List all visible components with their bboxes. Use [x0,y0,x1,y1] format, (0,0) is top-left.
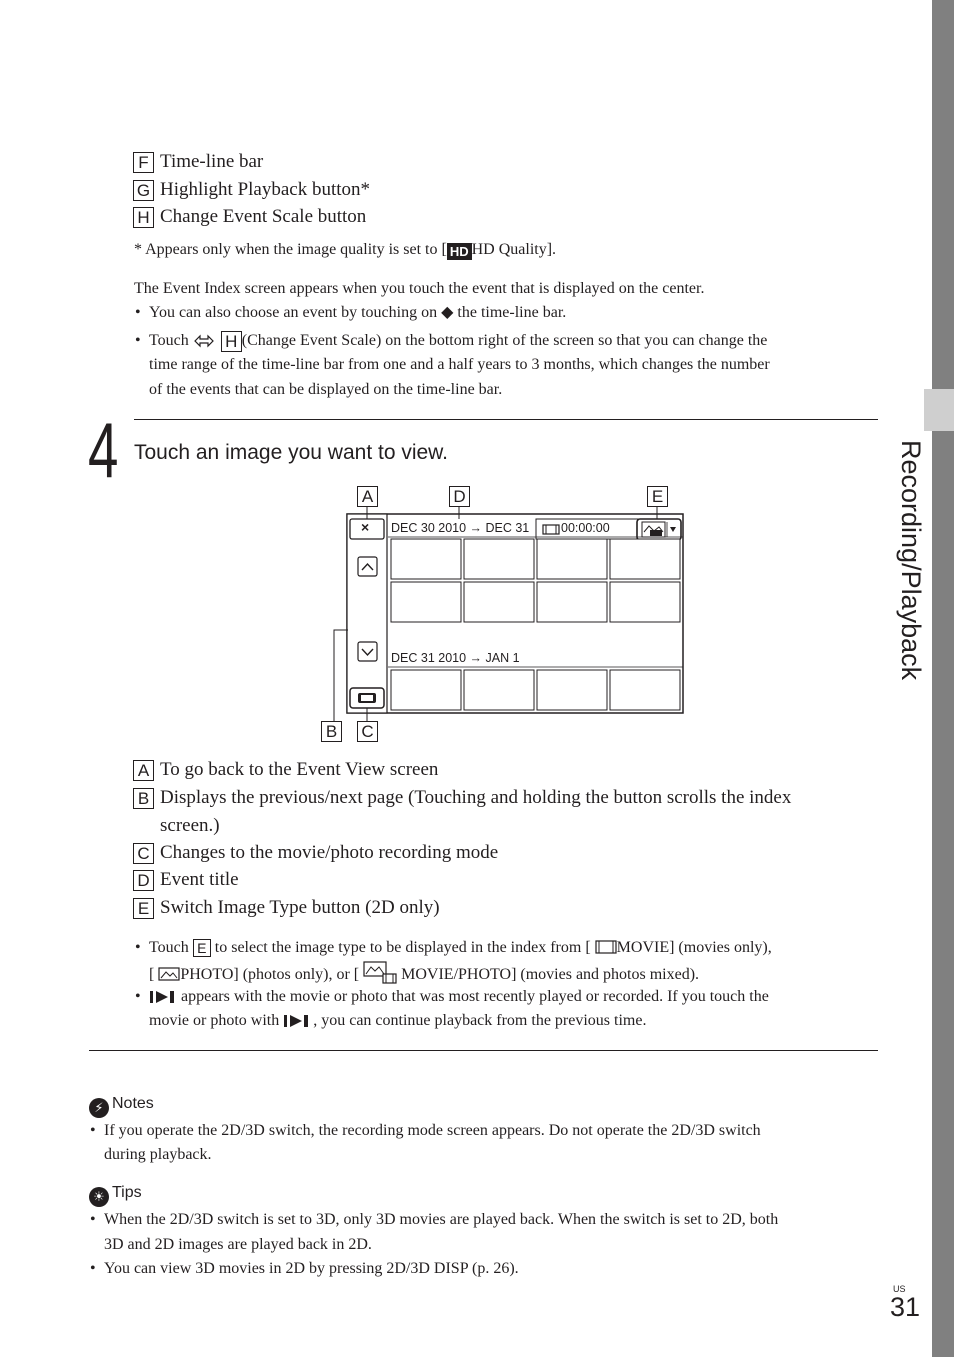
key-box: F [133,152,154,173]
bullet-text: appears with the movie or photo that was most recently played or recorded. If you touch the [177,988,769,1005]
sidebar-bar [932,0,954,1357]
bullet-text-line [149,961,699,988]
bullet-item [135,936,772,961]
divider [134,419,878,420]
page-up-icon[interactable] [358,557,377,576]
tips-title: Tips [112,1184,142,1201]
bullet-text-line: of the events that can be displayed on the time-line bar. [149,381,503,398]
bullet-dot: • [90,1122,96,1139]
key-box: E [193,939,211,957]
legend-text: Time-line bar [160,151,264,172]
key-box: G [133,180,154,201]
tip-item [90,1257,519,1282]
notes-heading [89,1095,154,1118]
divider [89,1050,878,1051]
legend-item-h [133,206,366,228]
legend-text: Switch Image Type button (2D only) [160,897,440,918]
bullet-dot: • [135,304,141,321]
hd-quality-icon: HD [447,243,472,260]
page-region: US [893,1284,906,1294]
legend-item-d [133,869,239,891]
legend-item-b [133,787,791,809]
key-box: B [133,788,154,809]
close-icon[interactable]: × [361,519,370,535]
legend-text: To go back to the Event View screen [160,759,439,780]
notes-icon: ⚡ [89,1098,109,1118]
bullet-text: You can also choose an event by touching on [149,304,442,321]
legend-item-e [133,897,440,919]
event-index-figure [320,484,700,746]
tip-item [90,1208,779,1233]
bullet-text: , you can continue playback from the previous time. [313,1012,647,1029]
resume-play-icon [283,1014,313,1028]
step-number: 4 [88,406,119,494]
page-number: 31 [890,1292,921,1322]
movie-photo-icon [363,961,397,985]
note-item [90,1119,761,1144]
legend-text: Change Event Scale button [160,206,367,227]
legend-text: Displays the previous/next page (Touching and holding the button scrolls the index [160,787,792,808]
bullet-text: MOVIE] (movies only), [616,939,772,956]
intro-text: The Event Index screen appears when you touch the event that is displayed on the center. [134,280,705,297]
callout-e: E [647,486,668,507]
notes-title: Notes [112,1095,154,1112]
event-title-1: DEC 30 2010 → DEC 31 [391,521,530,535]
bullet-text-line: time range of the time-line bar from one and a half years to 3 months, which changes the number [149,356,770,373]
footnote [134,238,556,263]
bullet-text-line [149,1009,646,1034]
legend-item-a [133,759,438,781]
bullet-text: Touch [149,332,193,349]
key-box: H [133,207,154,228]
tip-text: You can view 3D movies in 2D by pressing 2D/3D DISP (p. 26). [104,1260,519,1277]
camera-mode-icon[interactable] [350,688,384,708]
bullet-text: MOVIE/PHOTO] (movies and photos mixed). [397,966,700,983]
change-scale-arrows-icon [193,334,215,348]
event-time-counter: 00:00:00 [561,521,610,535]
legend-text: Changes to the movie/photo recording mode [160,842,499,863]
legend-text: Event title [160,869,239,890]
key-box: E [133,898,154,919]
bullet-text: the time-line bar. [453,304,567,321]
legend-item-g [133,179,370,201]
footnote-post: HD Quality]. [471,241,557,258]
footnote-pre: * Appears only when the image quality is set to [ [134,241,447,258]
event-title-2: DEC 31 2010 → JAN 1 [391,651,520,665]
tips-heading [89,1184,142,1207]
bullet-text: [ [149,966,159,983]
bullet-text: to select the image type to be displayed in the index from [ [210,939,595,956]
film-icon [542,524,560,535]
bullet-item [135,985,769,1010]
bullet-text: (Change Event Scale) on the bottom right of the screen so that you can change the [241,332,768,349]
tip-text: When the 2D/3D switch is set to 3D, only 3D movies are played back. When the switch is set to 2D, both [104,1211,779,1228]
page-down-icon[interactable] [358,642,377,661]
callout-c: C [357,721,378,742]
tips-icon: ☀ [89,1187,109,1207]
tip-text-line: 3D and 2D images are played back in 2D. [104,1236,372,1253]
bullet-dot: • [90,1211,96,1228]
bullet-item [135,301,567,326]
photo-icon [158,966,180,982]
sidebar-tab [924,389,954,431]
legend-item-f [133,151,263,173]
key-box: A [133,760,154,781]
callout-b: B [321,721,342,742]
legend-item-c [133,842,498,864]
bullet-dot: • [90,1260,96,1277]
key-box: H [221,331,242,352]
bullet-text: movie or photo with [149,1012,284,1029]
diamond-icon: ◆ [441,304,454,321]
legend-text: Highlight Playback button* [160,179,371,200]
bullet-dot: • [135,939,141,956]
bullet-text: PHOTO] (photos only), or [ [180,966,364,983]
resume-play-icon [149,990,177,1004]
callout-d: D [449,486,470,507]
bullet-text: Touch [149,939,193,956]
note-text: If you operate the 2D/3D switch, the recording mode screen appears. Do not operate the 2D/3D switch [104,1122,761,1139]
section-title: Recording/Playback [896,440,926,681]
movie-icon [595,939,617,955]
bullet-dot: • [135,988,141,1005]
image-type-icon[interactable] [637,519,681,540]
key-box: C [133,843,154,864]
callout-a: A [357,486,378,507]
key-box: D [133,870,154,891]
bullet-item [135,329,768,354]
note-text-line: during playback. [104,1146,212,1163]
legend-text-cont: screen.) [160,815,220,836]
step-heading: Touch an image you want to view. [134,441,449,464]
bullet-dot: • [135,332,141,349]
